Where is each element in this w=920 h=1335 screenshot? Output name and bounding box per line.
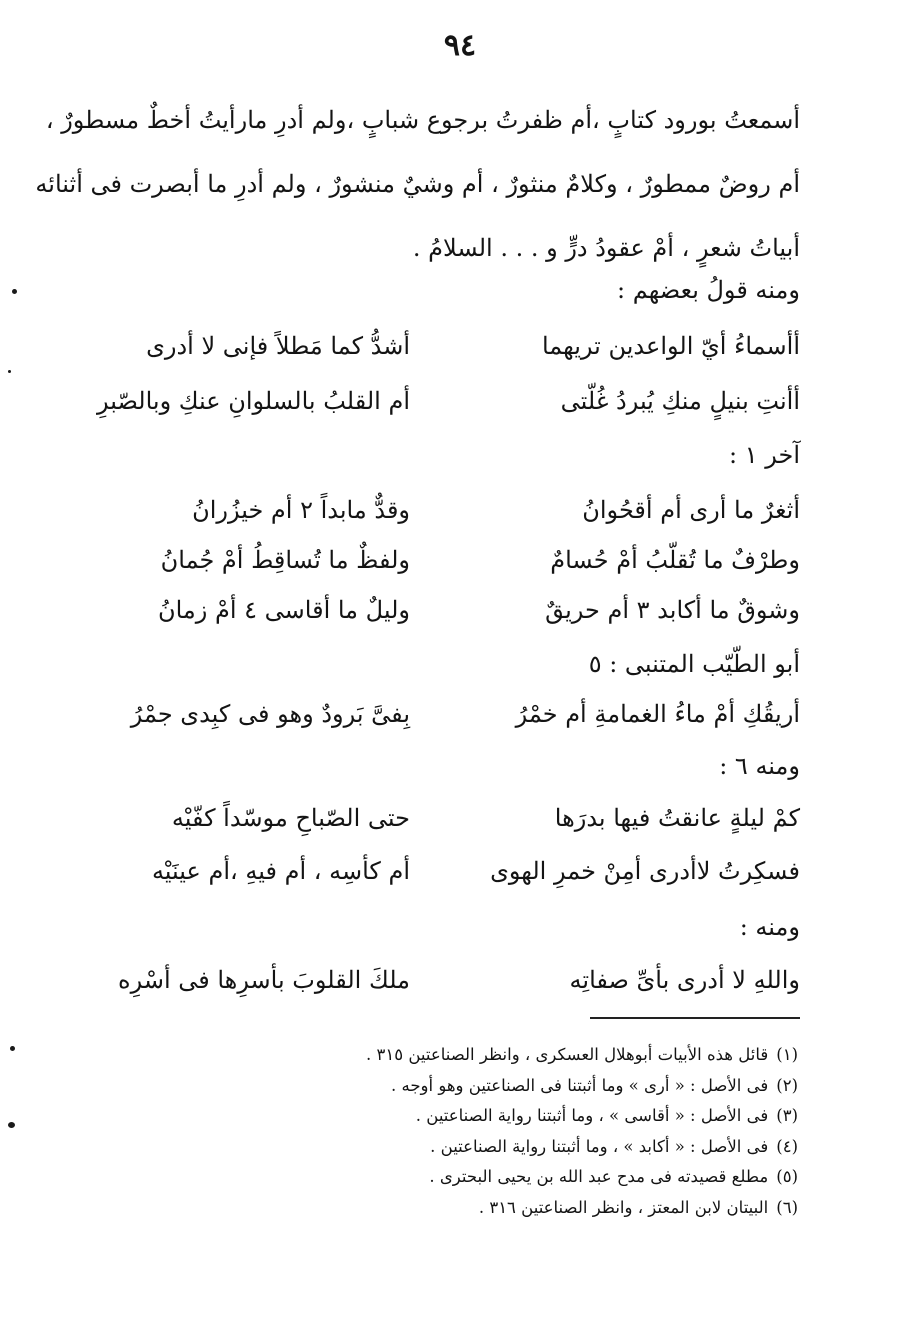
verse-first-hemistich: أأسماءُ أيّ الواعدين تريهما	[541, 332, 800, 360]
verse-line	[120, 700, 800, 744]
footnote-text: فى الأصل : « أكابد » ، وما أثبتنا رواية الصناعتين .	[430, 1136, 769, 1156]
scan-speck-mark	[12, 289, 17, 294]
verse-second-hemistich: ملكَ القلوبَ بأسرِها فى أسْرِه	[118, 966, 410, 994]
prose-paragraph	[35, 88, 800, 280]
section-heading: ومنه :	[739, 913, 800, 941]
verse-line	[120, 546, 800, 590]
verse-line	[120, 496, 800, 540]
footnote	[278, 1193, 798, 1224]
footnote-number: (٢)	[776, 1075, 798, 1095]
verse-first-hemistich: وشوقٌ ما أكابد ٣ أم حريقٌ	[545, 596, 800, 624]
footnote-number: (٣)	[776, 1106, 798, 1125]
verse-first-hemistich: وطرْفٌ ما تُقلّبُ أمْ حُسامٌ	[550, 546, 800, 574]
verse-first-hemistich: كمْ ليلةٍ عانقتُ فيها بدرَها	[554, 804, 800, 832]
section-heading: ومنه قولُ بعضهم :	[617, 276, 800, 304]
verse-second-hemistich: أم كأسِه ، أم فيهِ ،أم عينَيْه	[151, 857, 410, 885]
section-heading: ومنه ٦ :	[719, 752, 800, 780]
footnote	[278, 1132, 798, 1163]
footnote-number: (٦)	[776, 1197, 798, 1217]
verse-second-hemistich: ولفظٌ ما تُساقِطُ أمْ جُمانُ	[160, 546, 410, 574]
verse-line	[120, 966, 800, 1010]
footnote	[278, 1040, 798, 1071]
footnote-number: (٥)	[776, 1167, 798, 1186]
footnote-text: فى الأصل : « أرى » وما أثبتنا فى الصناعتين وهو أوجه .	[391, 1075, 769, 1095]
verse-second-hemistich: حتى الصّباحِ موسّداً كفّيْه	[171, 804, 410, 832]
verse-second-hemistich: أم القلبُ بالسلوانِ عنكِ وبالصّبرِ	[96, 387, 410, 415]
footnotes	[278, 1040, 798, 1223]
prose-line: أم روضٌ ممطورٌ ، وكلامٌ منثورٌ ، أم وشيٌ منشورٌ ، ولم أدرِ ما أبصرت فى أثنائه	[35, 170, 800, 198]
verse-second-hemistich: بِفىَّ بَرودٌ وهو فى كبِدى جمْرُ	[130, 700, 410, 728]
footnote-text: فى الأصل : « أقاسى » ، وما أثبتنا رواية الصناعتين .	[415, 1106, 769, 1125]
verse-first-hemistich: أأنتِ بنيلٍ منكِ يُبردُ غُلّتى	[560, 387, 800, 415]
section-heading: آخر ١ :	[729, 441, 800, 469]
footnote	[278, 1162, 798, 1193]
verse-line	[96, 387, 800, 431]
scan-speck-mark	[8, 370, 11, 373]
verse-line	[120, 804, 800, 848]
verse-line	[120, 857, 800, 901]
prose-line: أسمعتُ بورود كتابٍ ،أم ظفرتُ برجوع شبابٍ ،ولم أدرِ مارأيتُ أخطٌ مسطورٌ ،	[45, 106, 800, 134]
verse-first-hemistich: أثغرٌ ما أرى أم أقحُوانُ	[582, 496, 800, 524]
verse-line	[120, 332, 800, 376]
footnote-text: البيتان لابن المعتز ، وانظر الصناعتين ٣١٦ .	[478, 1197, 769, 1217]
verse-second-hemistich: وقدٌّ مابداً ٢ أم خيزُرانُ	[192, 496, 410, 524]
footnote	[278, 1071, 798, 1102]
verse-line	[120, 596, 800, 640]
scan-speck-mark	[8, 1122, 15, 1128]
verse-first-hemistich: واللهِ لا أدرى بأىِّ صفاتِه	[569, 966, 800, 994]
verse-first-hemistich: أريقُكِ أمْ ماءُ الغمامةِ أم خمْرُ	[515, 700, 800, 728]
verse-second-hemistich: أشدُّ كما مَطلاً فإنى لا أدرى	[146, 332, 410, 360]
footnote-text: قائل هذه الأبيات أبوهلال العسكرى ، وانظر الصناعتين ٣١٥ .	[366, 1045, 769, 1064]
page-number: ٩٤	[443, 28, 477, 63]
footnote-text: مطلع قصيدته فى مدح عبد الله بن يحيى البحترى .	[429, 1167, 769, 1186]
footnote	[278, 1101, 798, 1132]
footnote-separator	[590, 1017, 800, 1019]
prose-line: أبياتُ شعرٍ ، أمْ عقودُ درٍّ و . . . السلامُ .	[412, 234, 800, 262]
section-heading: أبو الطّيّب المتنبى : ٥	[588, 650, 800, 678]
verse-second-hemistich: وليلٌ ما أقاسى ٤ أمْ زمانُ	[157, 596, 410, 624]
footnote-number: (١)	[776, 1045, 798, 1064]
verse-first-hemistich: فسكِرتُ لاأدرى أمِنْ خمرِ الهوى	[490, 857, 800, 885]
footnote-number: (٤)	[776, 1136, 798, 1156]
scan-speck-mark	[10, 1046, 15, 1051]
